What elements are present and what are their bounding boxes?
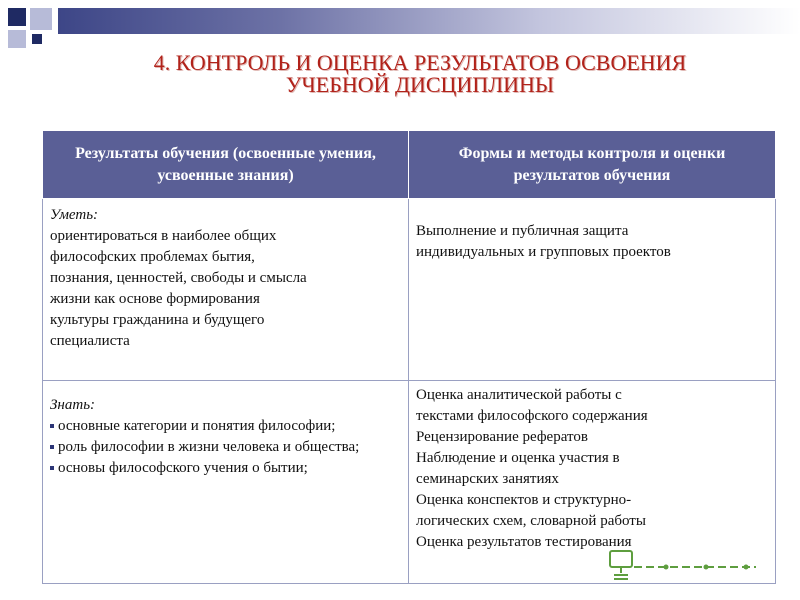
- table-header-row: [43, 131, 776, 199]
- table-row: [43, 199, 776, 381]
- cell-skills: [43, 199, 409, 381]
- method-line: индивидуальных и групповых проектов: [416, 244, 671, 260]
- skills-line: культуры гражданина и будущего: [50, 312, 265, 328]
- header-results: Результаты обучения (освоенные умения, усвоенные знания): [43, 131, 409, 199]
- knowledge-label: Знать:: [50, 397, 96, 413]
- results-table: [42, 130, 776, 584]
- skills-line: ориентироваться в наиболее общих: [50, 228, 277, 244]
- deco-square-navy-1: [8, 8, 26, 26]
- deco-square-lavender-2: [8, 30, 26, 48]
- method-line: Выполнение и публичная защита: [416, 223, 629, 239]
- deco-gradient-bar: [58, 8, 800, 34]
- deco-square-lavender-1: [30, 8, 52, 30]
- title-line-1: 4. КОНТРОЛЬ И ОЦЕНКА РЕЗУЛЬТАТОВ ОСВОЕНИЯ: [153, 50, 687, 75]
- cell-knowledge: [43, 381, 409, 584]
- skills-line: жизни как основе формирования: [50, 291, 260, 307]
- title-line-2: УЧЕБНОЙ ДИСЦИПЛИНЫ: [285, 72, 555, 97]
- skills-line: специалиста: [50, 333, 130, 349]
- knowledge-bullet: основные категории и понятия философии;: [50, 416, 401, 437]
- method-line: Рецензирование рефератов: [416, 429, 588, 445]
- method-line: логических схем, словарной работы: [416, 513, 646, 529]
- knowledge-bullet: роль философии в жизни человека и общества;: [50, 437, 401, 458]
- computer-network-icon: [606, 545, 764, 581]
- method-line: Оценка конспектов и структурно-: [416, 492, 632, 508]
- skills-line: познания, ценностей, свободы и смысла: [50, 270, 307, 286]
- method-line: Оценка результатов тестирования: [416, 534, 632, 550]
- deco-square-navy-2: [32, 34, 42, 44]
- method-line: Наблюдение и оценка участия в: [416, 450, 620, 466]
- cell-skills-methods: [409, 199, 776, 381]
- method-line: текстами философского содержания: [416, 408, 648, 424]
- slide-title: [40, 52, 800, 96]
- header-methods: Формы и методы контроля и оценки результатов обучения: [409, 131, 776, 199]
- method-line: Оценка аналитической работы с: [416, 387, 622, 403]
- skills-line: философских проблемах бытия,: [50, 249, 255, 265]
- skills-label: Уметь:: [50, 207, 99, 223]
- method-line: семинарских занятиях: [416, 471, 559, 487]
- knowledge-bullet: основы философского учения о бытии;: [50, 458, 401, 479]
